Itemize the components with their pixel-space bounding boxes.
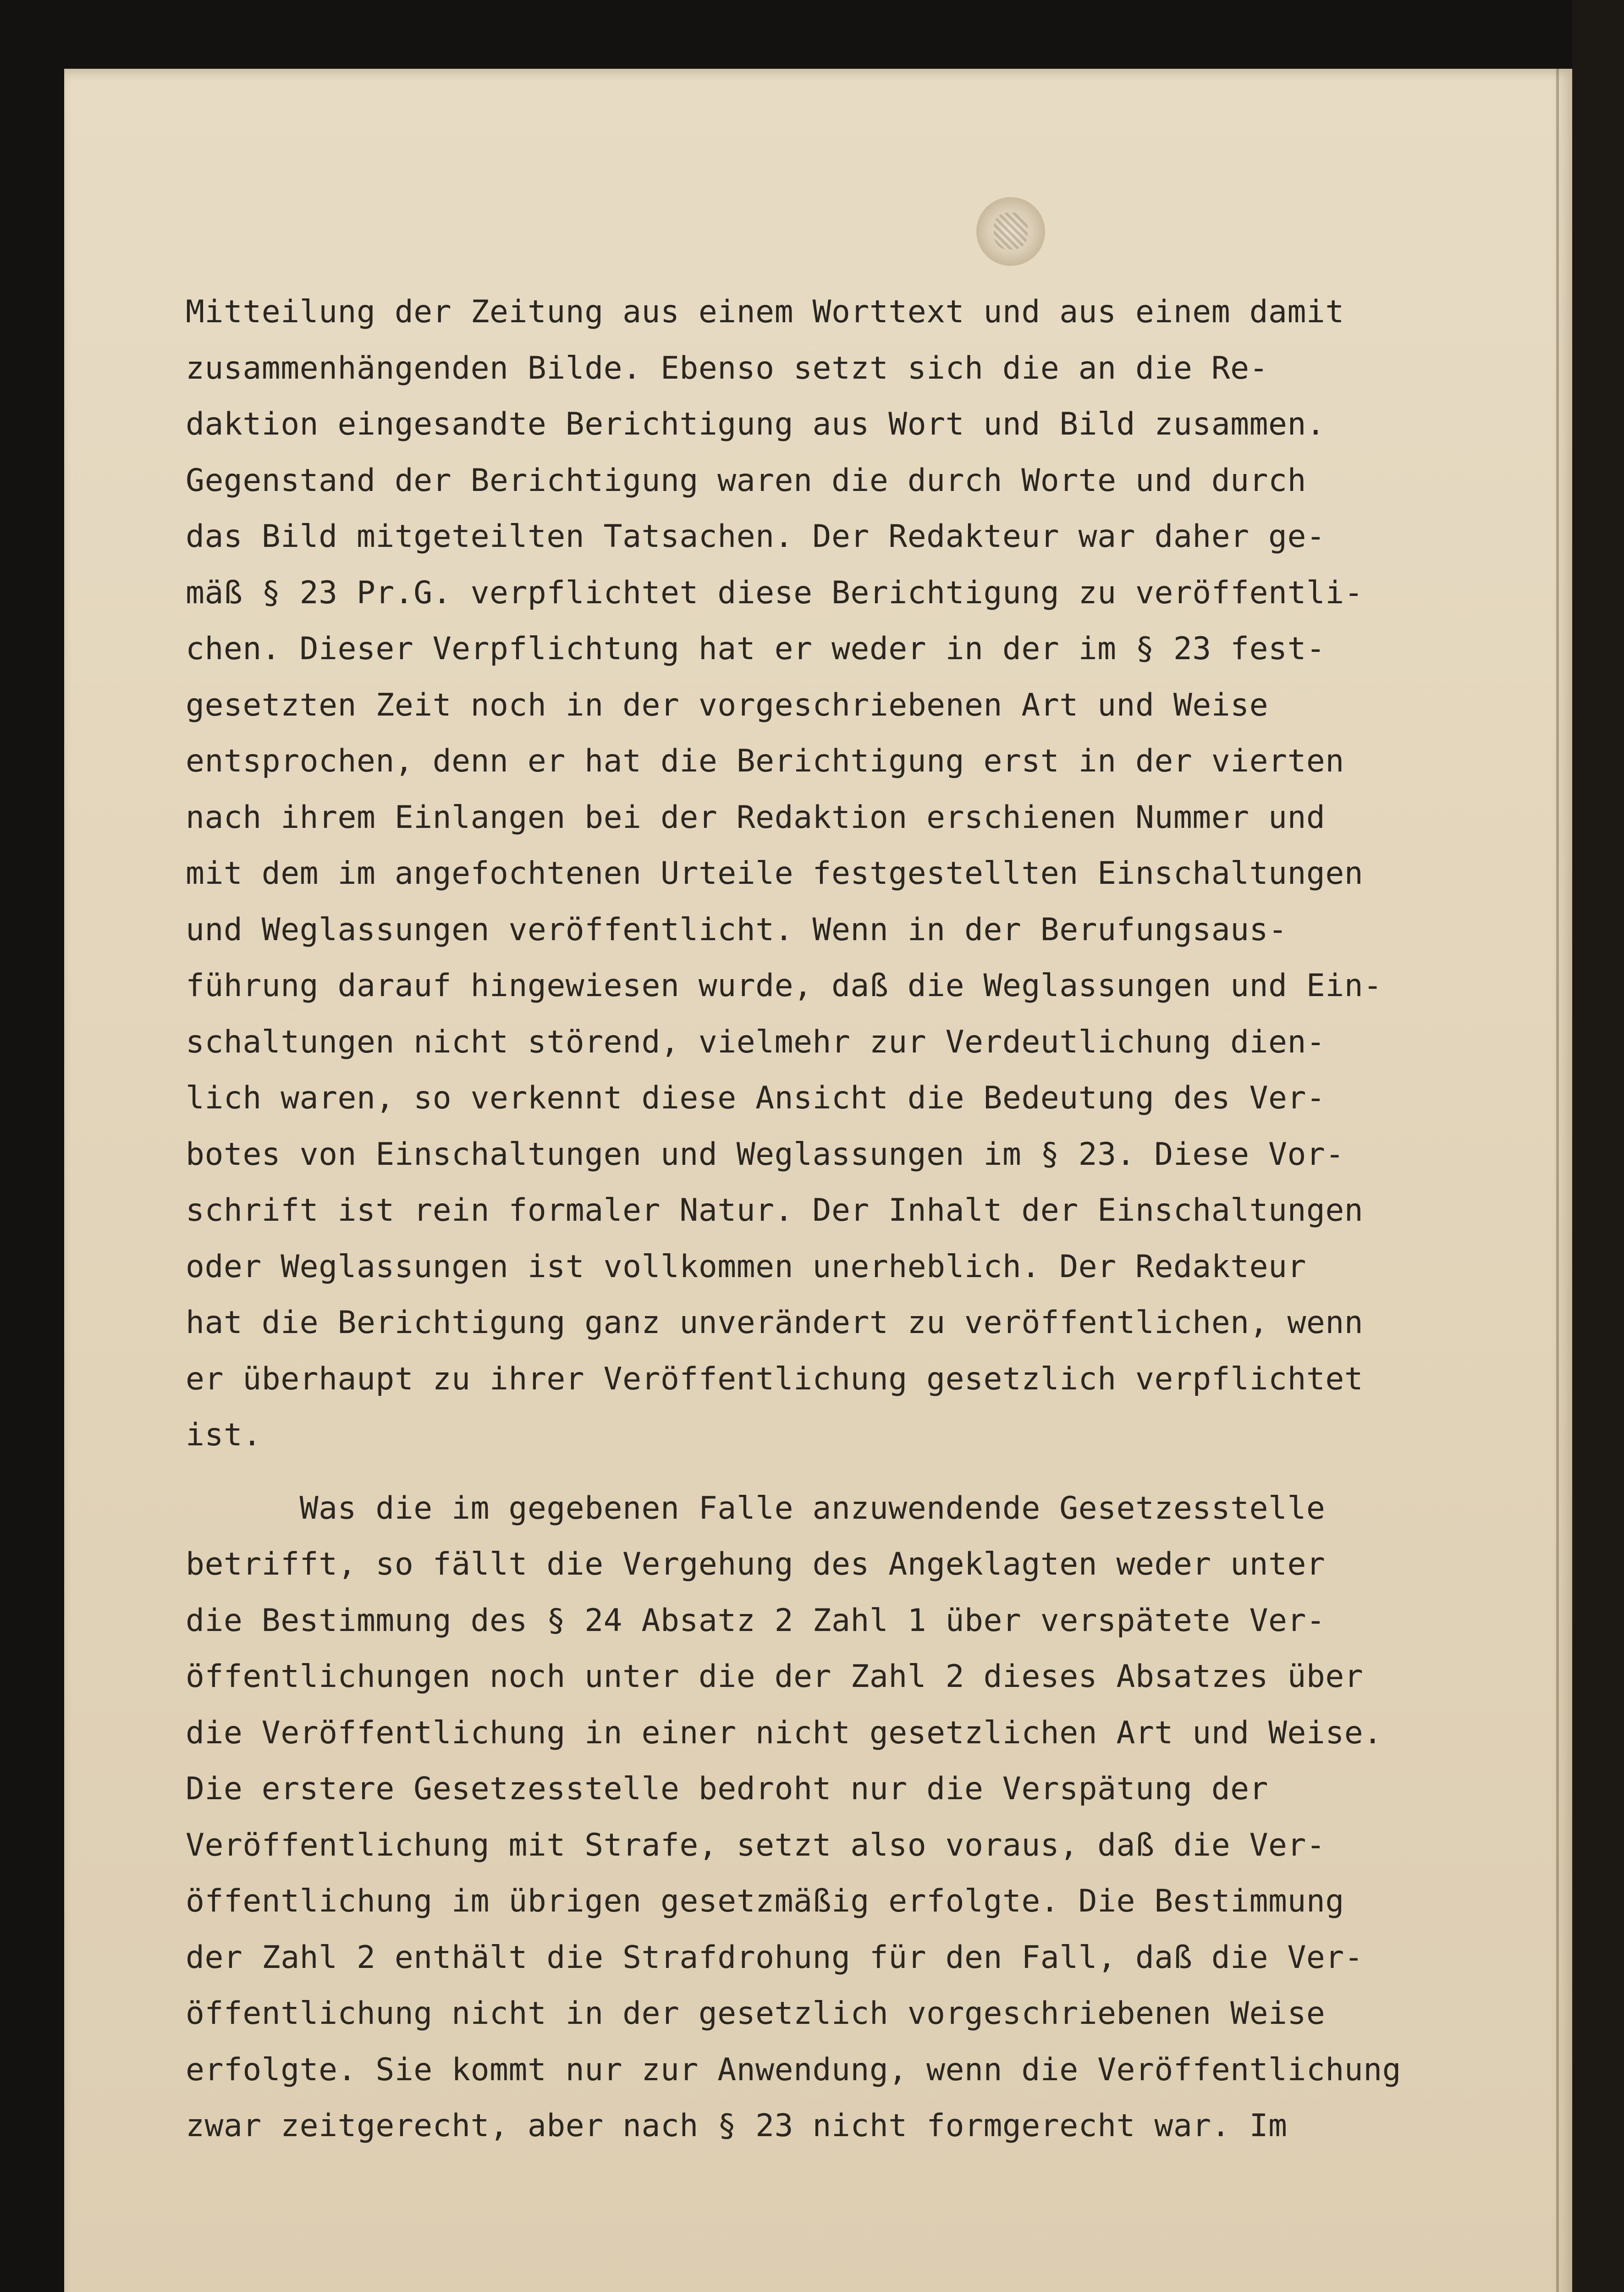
text-line: mäß § 23 Pr.G. verpflichtet diese Berichtigung zu veröffentli- [186,574,1364,611]
text-line: gesetzten Zeit noch in der vorgeschriebenen Art und Weise [186,687,1269,723]
seal-stamp-icon [976,197,1045,266]
text-line: Mitteilung der Zeitung aus einem Worttext und aus einem damit [186,294,1344,330]
text-line: Veröffentlichung mit Strafe, setzt also voraus, daß die Ver- [186,1827,1326,1863]
text-line: erfolgte. Sie kommt nur zur Anwendung, wenn die Veröffentlichung [186,2051,1402,2088]
text-line: das Bild mitgeteilten Tatsachen. Der Redakteur war daher ge- [186,518,1326,555]
text-line: die Veröffentlichung in einer nicht gesetzlichen Art und Weise. [186,1714,1382,1751]
paragraph-gap [186,1464,1515,1481]
text-line: zusammenhängenden Bilde. Ebenso setzt sich die an die Re- [186,350,1269,386]
text-line: öffentlichung im übrigen gesetzmäßig erfolgte. Die Bestimmung [186,1883,1344,1919]
text-line: zwar zeitgerecht, aber nach § 23 nicht formgerecht war. Im [186,2108,1288,2144]
text-line: öffentlichung nicht in der gesetzlich vorgeschriebenen Weise [186,1995,1326,2032]
text-line: ist. [186,1417,262,1453]
scan-border [1572,0,1624,2292]
text-line: betrifft, so fällt die Vergehung des Angeklagten weder unter [186,1546,1326,1582]
text-line: Was die im gegebenen Falle anzuwendende Gesetzesstelle [186,1490,1326,1526]
text-line: der Zahl 2 enthält die Strafdrohung für den Fall, daß die Ver- [186,1939,1364,1976]
text-line: führung darauf hingewiesen wurde, daß die Weglassungen und Ein- [186,968,1382,1004]
text-line: er überhaupt zu ihrer Veröffentlichung gesetzlich verpflichtet [186,1361,1364,1397]
text-line: lich waren, so verkennt diese Ansicht die Bedeutung des Ver- [186,1080,1326,1116]
text-line: botes von Einschaltungen und Weglassungen im § 23. Diese Vor- [186,1136,1344,1173]
text-line: oder Weglassungen ist vollkommen unerheblich. Der Redakteur [186,1248,1306,1285]
text-line: chen. Dieser Verpflichtung hat er weder in der im § 23 fest- [186,631,1326,667]
text-line: daktion eingesandte Berichtigung aus Wort und Bild zusammen. [186,406,1326,442]
text-line: öffentlichungen noch unter die der Zahl 2 dieses Absatzes über [186,1658,1364,1695]
text-line: schaltungen nicht störend, vielmehr zur Verdeutlichung dien- [186,1024,1326,1060]
text-line: entsprochen, denn er hat die Berichtigung erst in der vierten [186,743,1344,779]
page-fold [1556,69,1559,2292]
text-line: Gegenstand der Berichtigung waren die durch Worte und durch [186,462,1306,499]
typed-text-body [186,284,1515,2154]
paragraph-2 [186,1481,1515,2154]
paragraph-1 [186,284,1515,1464]
text-line: und Weglassungen veröffentlicht. Wenn in der Berufungsaus- [186,911,1288,948]
text-line: nach ihrem Einlangen bei der Redaktion erschienen Nummer und [186,799,1326,836]
text-line: mit dem im angefochtenen Urteile festgestellten Einschaltungen [186,855,1364,892]
text-line: hat die Berichtigung ganz unverändert zu veröffentlichen, wenn [186,1305,1364,1341]
text-line: die Bestimmung des § 24 Absatz 2 Zahl 1 über verspätete Ver- [186,1602,1326,1639]
text-line: Die erstere Gesetzesstelle bedroht nur die Verspätung der [186,1771,1269,1807]
text-line: schrift ist rein formaler Natur. Der Inhalt der Einschaltungen [186,1192,1364,1229]
